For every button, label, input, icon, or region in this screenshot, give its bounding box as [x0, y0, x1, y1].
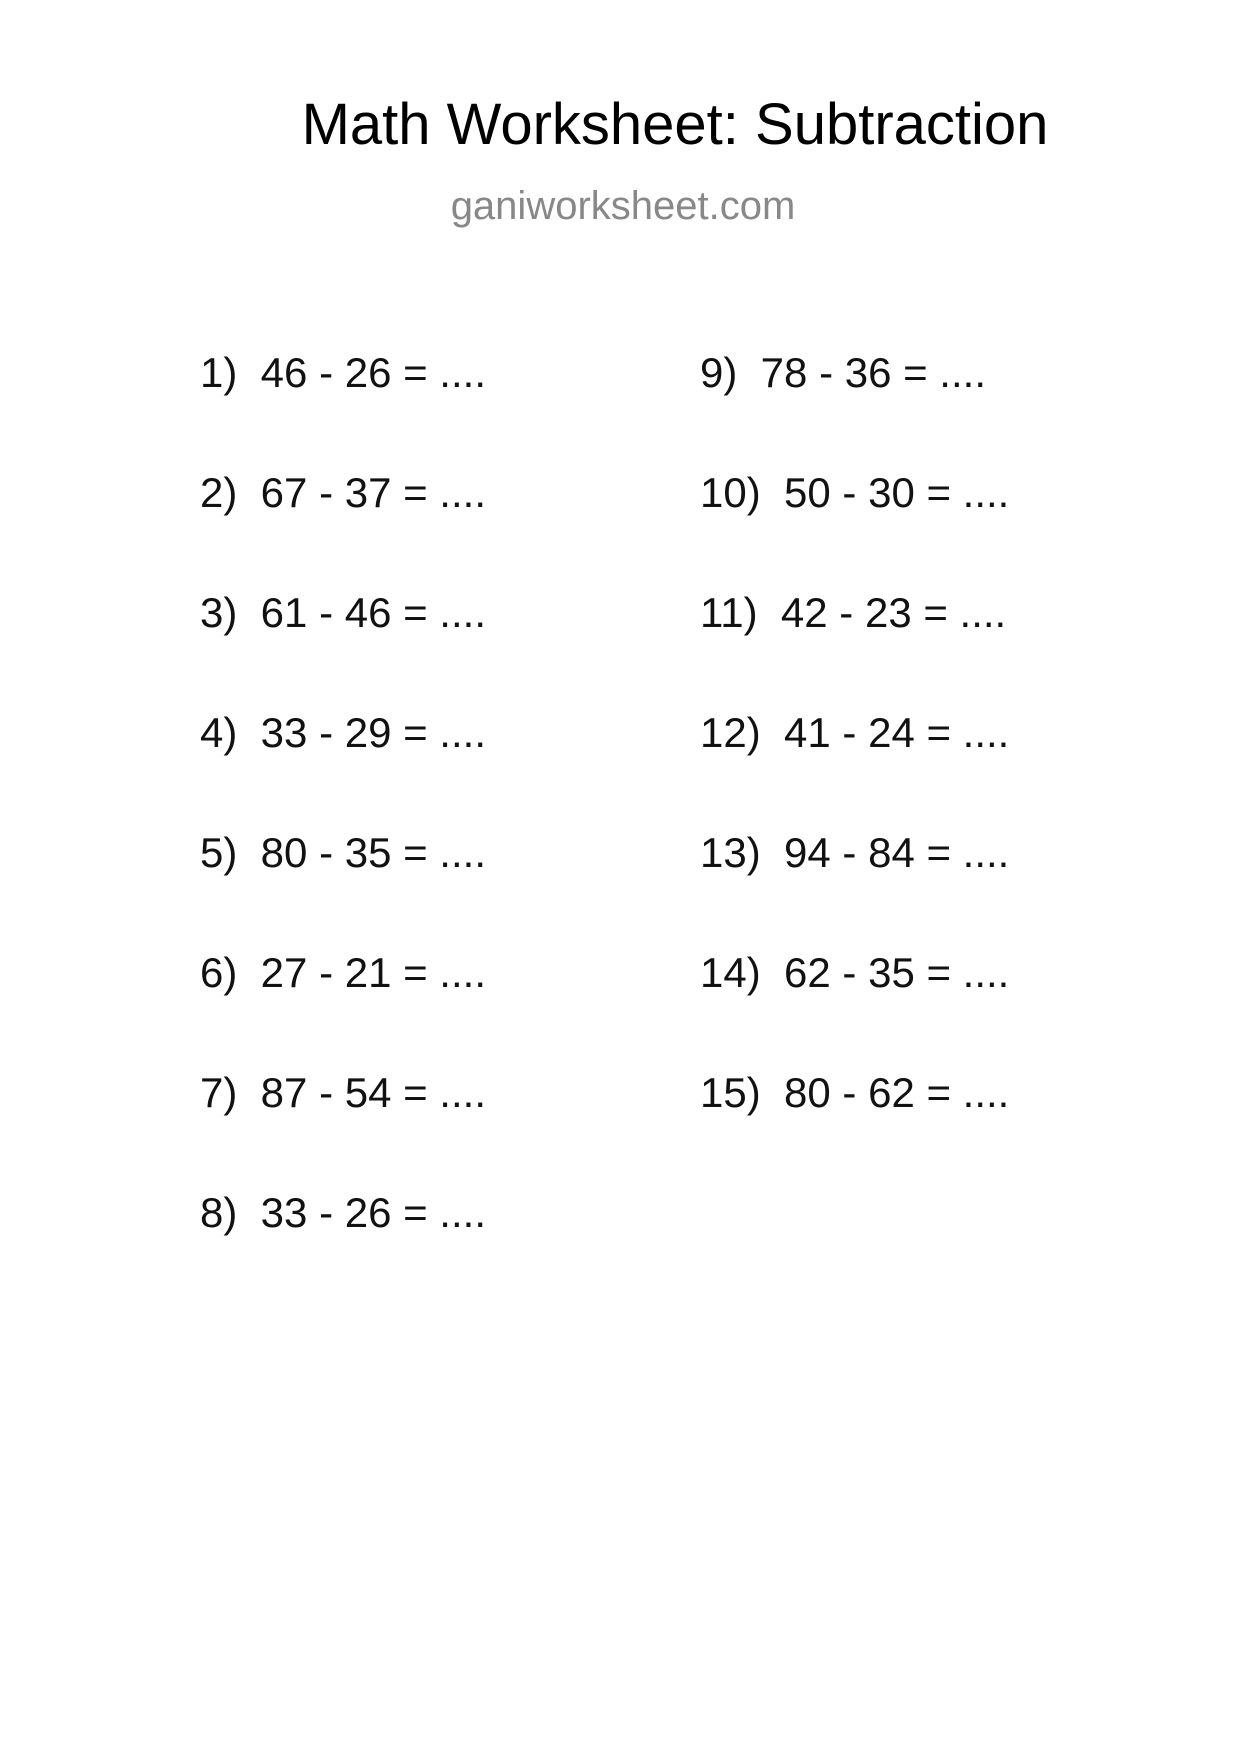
problem-4: 4) 33 - 29 = ....: [200, 709, 486, 756]
site-url: ganiworksheet.com: [450, 184, 796, 228]
problem-10: 10) 50 - 30 = ....: [700, 469, 1010, 516]
problem-list: [0, 349, 1240, 1252]
problem-12: 12) 41 - 24 = ....: [700, 709, 1010, 756]
problem-2: 2) 67 - 37 = ....: [200, 469, 486, 516]
problem-5: 5) 80 - 35 = ....: [200, 829, 486, 876]
worksheet-title: Math Worksheet: Subtraction: [301, 92, 1049, 157]
problem-9: 9) 78 - 36 = ....: [700, 349, 986, 396]
problem-7: 7) 87 - 54 = ....: [200, 1069, 486, 1116]
problem-1: 1) 46 - 26 = ....: [200, 349, 486, 396]
problem-15: 15) 80 - 62 = ....: [700, 1069, 1010, 1116]
problem-3: 3) 61 - 46 = ....: [200, 589, 486, 636]
problem-14: 14) 62 - 35 = ....: [700, 949, 1010, 996]
problem-11: 11) 42 - 23 = ....: [700, 589, 1007, 636]
problem-6: 6) 27 - 21 = ....: [200, 949, 486, 996]
problem-8: 8) 33 - 26 = ....: [200, 1189, 486, 1236]
problem-13: 13) 94 - 84 = ....: [700, 829, 1010, 876]
